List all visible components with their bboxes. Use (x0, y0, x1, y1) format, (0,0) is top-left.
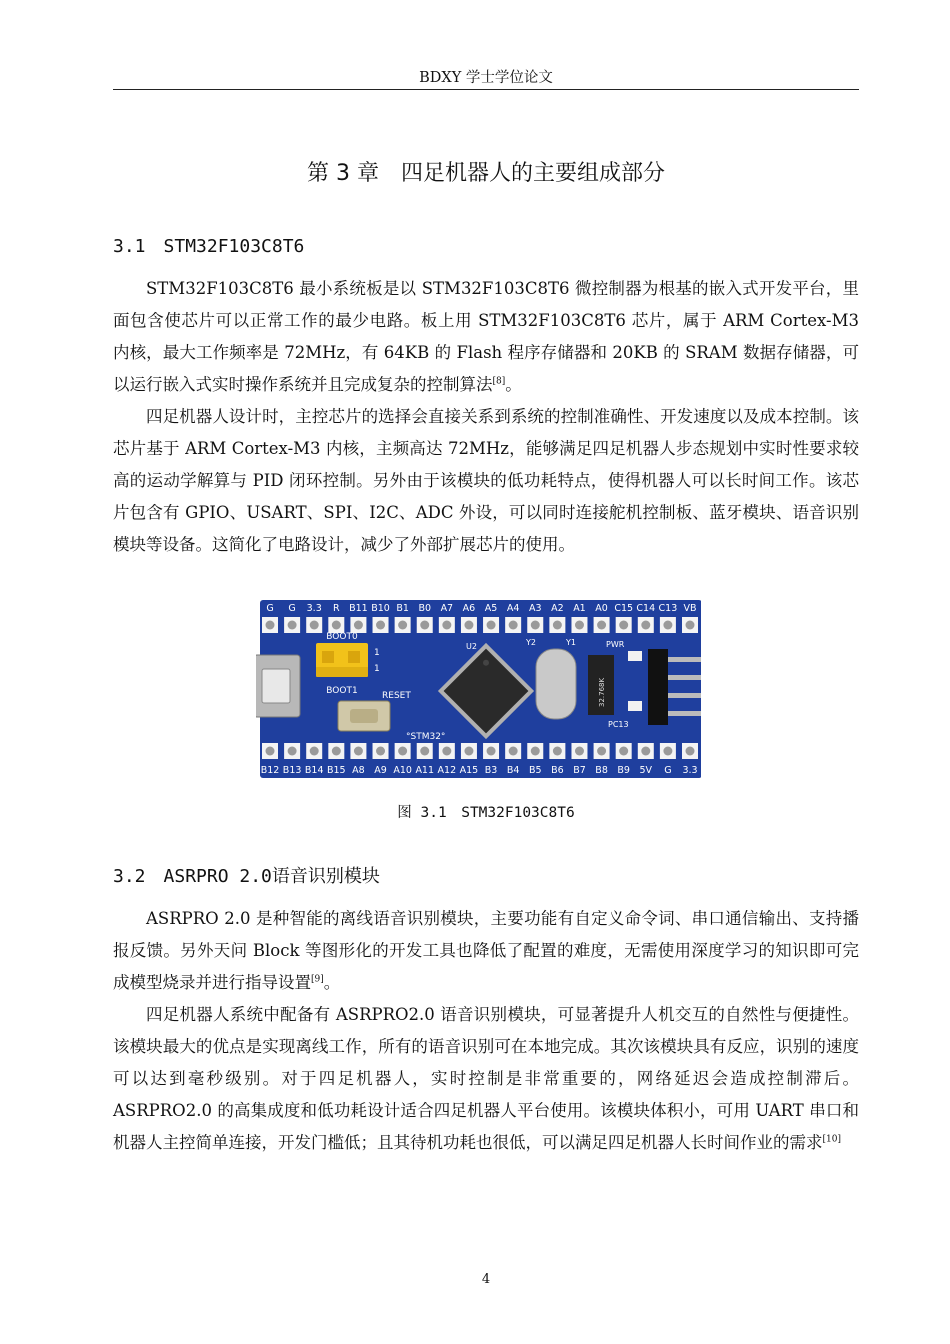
header-pin-hole (619, 747, 628, 756)
paragraph-text: STM32F103C8T6 最小系统板是以 STM32F103C8T6 微控制器为根基的嵌入式开发平台，里面包含使芯片可以正常工作的最少电路。板上用 STM32F103C8T6 芯片，属于 ARM Cortex-M3 内核，最大工作频率是 72MHz，有 64KB 的 Flash 程序存储器和 20KB 的 SRAM 数据存储器，可以运行嵌入式实时操作系统并且完成复杂的控制算法 (113, 279, 859, 394)
jumper-label: 1 (374, 664, 380, 674)
header-pin-hole (310, 747, 319, 756)
pin-label: A0 (595, 603, 608, 614)
header-pin-hole (420, 621, 429, 630)
chapter-title: 第 3 章 四足机器人的主要组成部分 (307, 161, 665, 186)
header-pin-hole (464, 747, 473, 756)
stm32-label: °STM32° (406, 732, 446, 742)
pin-label: B7 (573, 765, 586, 776)
header-pin-hole (288, 621, 297, 630)
pin-label: B11 (349, 603, 368, 614)
pin-label: A4 (506, 603, 520, 614)
pin-label: A8 (352, 765, 365, 776)
pin-label: A3 (528, 603, 542, 614)
pin-label: B15 (327, 765, 346, 776)
header-pin-hole (575, 621, 584, 630)
section-title-a: ASRPRO 2.0 (163, 866, 272, 887)
reset-label: RESET (382, 691, 411, 701)
paragraph-text: ASRPRO 2.0 是种智能的离线语音识别模块，主要功能有自定义命令词、串口通信输出、支持播报反馈。另外天问 Block 等图形化的开发工具也降低了配置的难度，无需使用深度学习的知识即可完成模型烧录并进行指导设置 (113, 909, 859, 992)
header-pin-hole (641, 747, 650, 756)
header-pin-hole (531, 621, 540, 630)
pin-label: B9 (617, 765, 630, 776)
stm32-board-image (256, 597, 701, 780)
pin-label: A10 (393, 765, 412, 776)
header-pin-hole (597, 621, 606, 630)
citation: [10] (822, 1134, 841, 1145)
section-number: 3.2 (113, 866, 146, 887)
header-pin-hole (487, 747, 496, 756)
section-title-b: 语音识别模块 (271, 866, 380, 887)
pin-label: A2 (551, 603, 564, 614)
pin-label: B12 (260, 765, 280, 776)
pin-label: G (288, 603, 296, 614)
header-pin-hole (663, 747, 672, 756)
section-number: 3.1 (113, 236, 146, 257)
jumper-label: 1 (374, 648, 380, 658)
crystal-y1-label: 32.768K (598, 677, 606, 707)
section-heading-3-2 (113, 864, 380, 890)
pin-label: B13 (282, 765, 302, 776)
pin-label: B8 (595, 765, 608, 776)
figure-caption: 图 3.1 STM32F103C8T6 (397, 805, 575, 821)
header-pin-hole (686, 621, 695, 630)
pin-label: R (333, 603, 340, 614)
pwr-led (628, 651, 642, 661)
header-pin-hole (376, 621, 385, 630)
pc13-led (628, 701, 642, 711)
pin-label: G (266, 603, 274, 614)
header-rule (113, 89, 859, 90)
paragraph (113, 401, 859, 561)
pin-label: A12 (437, 765, 457, 776)
pin-label: B6 (551, 765, 564, 776)
pin-label: 5V (639, 765, 653, 776)
pin-label: C15 (614, 603, 634, 614)
pin-label: A1 (573, 603, 586, 614)
header-pin-hole (509, 747, 518, 756)
header-pin-hole (575, 747, 584, 756)
header-pin-hole (398, 747, 407, 756)
pin-label: A15 (459, 765, 479, 776)
header-pin-hole (663, 621, 672, 630)
y1-label: Y1 (566, 638, 576, 647)
paragraph-tail: 。 (323, 973, 341, 992)
citation: [9] (311, 974, 324, 985)
pin-label: A7 (440, 603, 454, 614)
pin-label: G (664, 765, 672, 776)
header-pin-hole (376, 747, 385, 756)
pin-label: A5 (484, 603, 498, 614)
boot1-label: BOOT1 (326, 686, 358, 696)
header-pin-hole (553, 747, 562, 756)
pwr-label: PWR (606, 640, 625, 649)
header-pin-hole (641, 621, 650, 630)
header-pin-hole (398, 621, 407, 630)
pin-label: A9 (374, 765, 387, 776)
paragraph-text: 四足机器人设计时，主控芯片的选择会直接关系到系统的控制准确性、开发速度以及成本控制。该芯片基于 ARM Cortex-M3 内核，主频高达 72MHz，能够满足四足机器人步态规划中实时性要求较高的运动学解算与 PID 闭环控制。另外由于该模块的低功耗特点，使得机器人可以长时间工作。该芯片包含有 GPIO、USART、SPI、I2C、ADC 外设，可以同时连接舵机控制板、蓝牙模块、语音识别模块等设备。这简化了电路设计，减少了外部扩展芯片的使用。 (113, 407, 859, 554)
pin-label: 3.3 (682, 765, 698, 776)
pin-label: C14 (636, 603, 656, 614)
section-heading-3-1 (113, 234, 304, 260)
pin-label: C13 (658, 603, 678, 614)
pin-label: 3.3 (306, 603, 322, 614)
paragraph-tail: 。 (505, 375, 522, 394)
running-header: BDXY 学士学位论文 (419, 70, 553, 86)
pin-label: B14 (304, 765, 324, 776)
pin-label: B3 (484, 765, 498, 776)
pin-label: B4 (506, 765, 520, 776)
paragraph (113, 903, 859, 999)
header-pin-hole (266, 747, 275, 756)
paragraph-text: 四足机器人系统中配备有 ASRPRO2.0 语音识别模块，可显著提升人机交互的自然性与便捷性。该模块最大的优点是实现离线工作，所有的语音识别可在本地完成。其次该模块具有反应，识别的速度可以达到毫秒级别。对于四足机器人，实时控制是非常重要的，网络延迟会造成控制滞后。ASRPRO2.0 的高集成度和低功耗设计适合四足机器人平台使用。该模块体积小，可用 UART 串口和机器人主控简单连接，开发门槛低；且其待机功耗也很低，可以满足四足机器人长时间作业的需求 (113, 1005, 859, 1152)
header-pin-hole (597, 747, 606, 756)
section-title: STM32F103C8T6 (163, 236, 305, 257)
header-pin-hole (531, 747, 540, 756)
u2-label: U2 (466, 642, 477, 651)
header-pin-hole (553, 621, 562, 630)
header-pin-hole (442, 621, 451, 630)
pin-label: B1 (396, 603, 409, 614)
paragraph (113, 999, 859, 1159)
pin-label: B10 (371, 603, 390, 614)
swd-header (648, 649, 668, 725)
header-pin-hole (464, 621, 473, 630)
header-pin-hole (310, 621, 319, 630)
header-pin-hole (354, 621, 363, 630)
crystal-y2 (536, 649, 576, 719)
header-pin-hole (686, 747, 695, 756)
boot0-label: BOOT0 (326, 632, 358, 642)
page-number: 4 (481, 1272, 491, 1287)
pin-label: A11 (415, 765, 435, 776)
header-pin-hole (332, 747, 341, 756)
header-pin-hole (354, 747, 363, 756)
pin-label: B0 (418, 603, 432, 614)
pin-label: B5 (528, 765, 542, 776)
pin-label: VB (683, 603, 697, 614)
y2-label: Y2 (526, 638, 536, 647)
header-pin-hole (619, 621, 628, 630)
header-pin-hole (420, 747, 429, 756)
figure-stm32-board (256, 597, 701, 780)
header-pin-hole (332, 621, 341, 630)
pc13-label: PC13 (608, 720, 629, 729)
header-pin-hole (509, 621, 518, 630)
paragraph (113, 273, 859, 401)
header-pin-hole (288, 747, 297, 756)
header-pin-hole (442, 747, 451, 756)
pin-label: A6 (462, 603, 476, 614)
header-pin-hole (487, 621, 496, 630)
header-pin-hole (266, 621, 275, 630)
citation: [8] (492, 376, 506, 387)
